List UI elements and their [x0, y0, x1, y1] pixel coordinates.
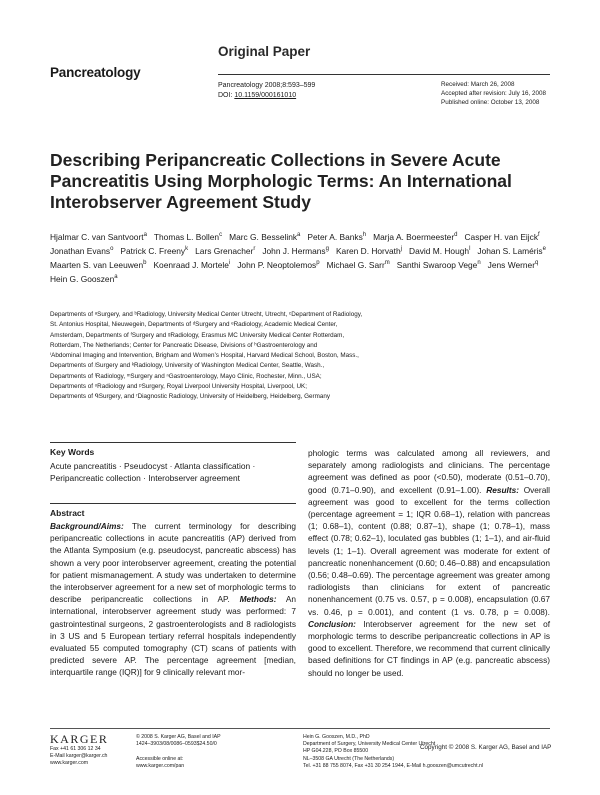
author-affiliation-mark: k	[185, 246, 189, 253]
author-affiliation-mark: l	[469, 246, 471, 253]
author-name: Marc G. Besselink	[229, 231, 298, 242]
author-name: Jonathan Evans	[50, 245, 111, 256]
footer-line: NL–3508 GA Utrecht (The Netherlands)	[303, 755, 395, 762]
author	[397, 257, 481, 271]
author-affiliation-mark: q	[535, 260, 539, 267]
affiliation-line: ⁱAbdominal Imaging and Intervention, Brigham and Women’s Hospital, Harvard Medical School, Boston, Mass.,	[50, 352, 359, 360]
footer-line: 1424–3903/08/0086–0593$24.50/0	[136, 741, 217, 748]
author-name: Thomas L. Bollen	[153, 231, 220, 242]
doi-label: DOI:	[218, 91, 235, 99]
author-affiliation-mark: r	[253, 246, 256, 253]
footer-line: HP G04.228, PO Box 85500	[303, 748, 369, 755]
author-name: Karen D. Horvath	[335, 245, 401, 256]
received-date: Received: March 26, 2008	[441, 81, 515, 88]
author-name: Casper H. van Eijck	[464, 231, 539, 242]
author	[153, 257, 230, 271]
keywords-heading: Key Words	[50, 447, 95, 457]
doi-line	[218, 91, 315, 101]
author-affiliation-mark: n	[477, 260, 481, 267]
keywords-rule	[50, 442, 296, 443]
author-name: Peter A. Banks	[307, 231, 363, 242]
abstract-section-label: Background/Aims:	[50, 521, 124, 531]
abstract-text: Overall agreement was good to excellent for the terms collection (percentage agreement = 1; IQR 0.68–1), relation with pancreas (1; 0.68–1), content (0.88; 0.87–1), shape (1; 0.78–1), mass effect (0.78; 0.62–1), loculated gas bubbles (1; 1–1), and air-fluid levels (1; 1–1). Overall agreement was moderate for extent of pancreatic nonenhancement (0.60; 0.46–0.88) and encapsulation (0.56; 0.48–0.69). The percentage agreement was greater among radiologists than clinicians for extent of pancreatic nonenhancement (0.75 vs. 0.57, p = 0.008), encapsulation (0.67 vs. 0.46, p = 0.001), and content (1 vs. 0.78, p = 0.008).	[308, 484, 550, 617]
journal-name: Pancreatology	[50, 65, 141, 80]
footer-line: Tel. +31 88 755 8074, Fax +31 30 254 1944, E-Mail h.gooszen@umcutrecht.nl	[303, 762, 484, 769]
author	[229, 229, 300, 243]
author-name: Johan S. Laméris	[477, 245, 543, 256]
author-list	[50, 229, 570, 285]
author-name: Maarten S. van Leeuwen	[50, 259, 144, 270]
author-affiliation-mark: j	[400, 246, 403, 253]
footer-line	[136, 748, 221, 755]
author-affiliation-mark: f	[538, 232, 540, 238]
affiliation-line: St. Antonius Hospital, Nieuwegein, Departments of ᵈSurgery and ᵉRadiology, Academic Medical Center,	[50, 321, 338, 329]
copyright: Copyright © 2008 S. Karger AG, Basel and IAP	[420, 744, 552, 751]
author-affiliation-mark: h	[362, 232, 367, 238]
affiliation-line: Departments of ˡRadiology, ᵐSurgery and ⁿGastroenterology, Mayo Clinic, Rochester, Minn., USA;	[50, 372, 322, 380]
footer-rule	[50, 728, 550, 729]
abstract-section-label: Results:	[486, 484, 519, 495]
author	[327, 257, 390, 271]
author-name: Lars Grenacher	[195, 245, 254, 256]
author-name: Koenraad J. Mortele	[153, 259, 229, 270]
citation: Pancreatology 2008;8:593–599	[218, 82, 316, 89]
publisher-contact	[50, 746, 107, 768]
affiliations	[50, 310, 560, 403]
footer-line: Department of Surgery, University Medical Center Utrecht	[303, 741, 436, 748]
abstract-text: An international, interobserver agreement study was performed: 7 gastrointestinal surgeons, 2 gastroenterologists and 8 radiologists in 3 US and 5 European tertiary referral hospitals independently evaluated 55 computed tomography (CT) scans of patients with predicted severe AP. The percentage agreement [median, interquartile range (IQR)] for 9 clinically relevant mor-	[50, 594, 296, 678]
footer-line: © 2008 S. Karger AG, Basel and IAP	[136, 734, 221, 740]
author	[336, 243, 402, 257]
header-rule	[218, 74, 550, 75]
author-affiliation-mark: a	[297, 232, 301, 238]
paper-title: Describing Peripancreatic Collections in Severe Acute Pancreatitis Using Morphologic Terms: An International Interobserver Agreement Study	[50, 150, 512, 212]
affiliation-line: Rotterdam, The Netherlands; Center for Pancreatic Disease, Divisions of ʰGastroenterology and	[50, 341, 318, 349]
author-affiliation-mark: d	[454, 232, 458, 238]
author	[50, 243, 113, 257]
author-affiliation-mark: i	[228, 260, 231, 267]
abstract-text: Interobserver agreement for the new set of morphologic terms to describe peripancreatic collections in AP is good to excellent. Therefore, we recommend that current clinically based definitions for CT findings in AP (e.g. pancreatic abscess) should no longer be used.	[308, 618, 550, 678]
author-name: Marja A. Boermeester	[373, 231, 455, 242]
footer-line: www.karger.com	[50, 760, 89, 767]
author	[488, 257, 539, 271]
author	[50, 229, 147, 243]
author	[464, 229, 539, 243]
footer-line: www.karger.com/pan	[136, 762, 185, 769]
footer-line: Hein G. Gooszen, M.D., PhD	[303, 734, 370, 740]
footer-line: E-Mail karger@karger.ch	[50, 753, 108, 760]
affiliation-line: Departments of ʲSurgery and ᵏRadiology, University of Washington Medical Center, Seattle, Wash.,	[50, 362, 325, 370]
author-name: David M. Hough	[409, 245, 470, 256]
article-type: Original Paper	[218, 44, 311, 59]
author-affiliation-mark: c	[219, 232, 223, 238]
author-affiliation-mark: e	[542, 246, 546, 253]
author-name: Santhi Swaroop Vege	[396, 259, 478, 270]
author	[262, 243, 329, 257]
abstract-column-1	[50, 520, 296, 679]
author-affiliation-mark: m	[384, 260, 390, 267]
keywords-text: Acute pancreatitis · Pseudocyst · Atlanta classification · Peripancreatic collection · Interobserver agreement	[50, 461, 256, 483]
abstract-column-2	[308, 447, 550, 679]
author-affiliation-mark: g	[325, 246, 329, 253]
author	[307, 229, 366, 243]
affiliation-line: Departments of ᑫSurgery, and ʳDiagnostic Radiology, University of Heidelberg, Heidelberg, Germany	[50, 393, 330, 401]
footer-line: Accessible online at:	[136, 755, 184, 762]
author	[373, 229, 457, 243]
author-affiliation-mark: a	[143, 232, 147, 238]
rights-info	[136, 734, 221, 770]
footer-line: Fax +41 61 306 12 34	[50, 746, 101, 752]
author	[409, 243, 470, 257]
author	[50, 271, 118, 285]
author-affiliation-mark: o	[110, 246, 114, 253]
author-name: Patrick C. Freeny	[120, 245, 186, 256]
doi-link[interactable]: 10.1159/000161010	[234, 91, 297, 99]
affiliation-line: Departments of ᵃSurgery, and ᵇRadiology, University Medical Center Utrecht, Utrecht, ᶜDepartment of Radiology,	[50, 311, 363, 318]
abstract-text: phologic terms was calculated among all reviewers, and separately among radiologists and clinicians. The percentage agreement was defined as poor (<0.50), moderate (0.51–0.70), good (0.71–0.90), and excellent (0.91–1.00).	[308, 448, 550, 495]
citation-block	[218, 81, 315, 100]
author	[237, 257, 319, 271]
abstract-section-label: Methods:	[239, 594, 277, 605]
author	[195, 243, 255, 257]
correspondence	[303, 734, 483, 770]
abstract-section-label: Conclusion:	[308, 618, 356, 629]
abstract-rule	[50, 503, 296, 504]
published-date: Published online: October 13, 2008	[441, 98, 540, 106]
dates-block	[441, 81, 546, 107]
author	[477, 243, 546, 257]
author-name: John P. Neoptolemos	[237, 259, 317, 270]
affiliation-line: Amsterdam, Departments of ᶠSurgery and ᵍRadiology, Erasmus MC University Medical Center Rotterdam,	[50, 331, 345, 339]
author-name: Jens Werner	[487, 259, 535, 270]
author-name: Hjalmar C. van Santvoort	[50, 231, 144, 242]
author	[50, 257, 146, 271]
author	[120, 243, 188, 257]
abstract-text: The current terminology for describing peripancreatic collections in acute pancreatitis (AP) derived from the Atlanta Symposium (e.g. pseudocyst, pancreatic abscess) has shown a very poor interobserver agreement, creating the potential for patient mismanagement. A study was undertaken to determine the interobserver agreement for a new set of morphologic terms to describe peripancreatic collections in AP.	[50, 521, 296, 605]
author-name: Michael G. Sarr	[326, 259, 385, 270]
author-name: John J. Hermans	[262, 245, 326, 256]
author-affiliation-mark: p	[316, 260, 320, 267]
author-affiliation-mark: a	[114, 274, 118, 281]
author	[154, 229, 222, 243]
author-name: Hein G. Gooszen	[50, 274, 115, 285]
author-affiliation-mark: b	[143, 260, 147, 267]
accepted-date: Accepted after revision: July 16, 2008	[441, 89, 547, 97]
abstract-heading: Abstract	[50, 508, 85, 518]
affiliation-line: Departments of ᵒRadiology and ᵖSurgery, Royal Liverpool University Hospital, Liverpool, UK;	[50, 383, 307, 391]
publisher-logo: KARGER	[50, 732, 109, 746]
